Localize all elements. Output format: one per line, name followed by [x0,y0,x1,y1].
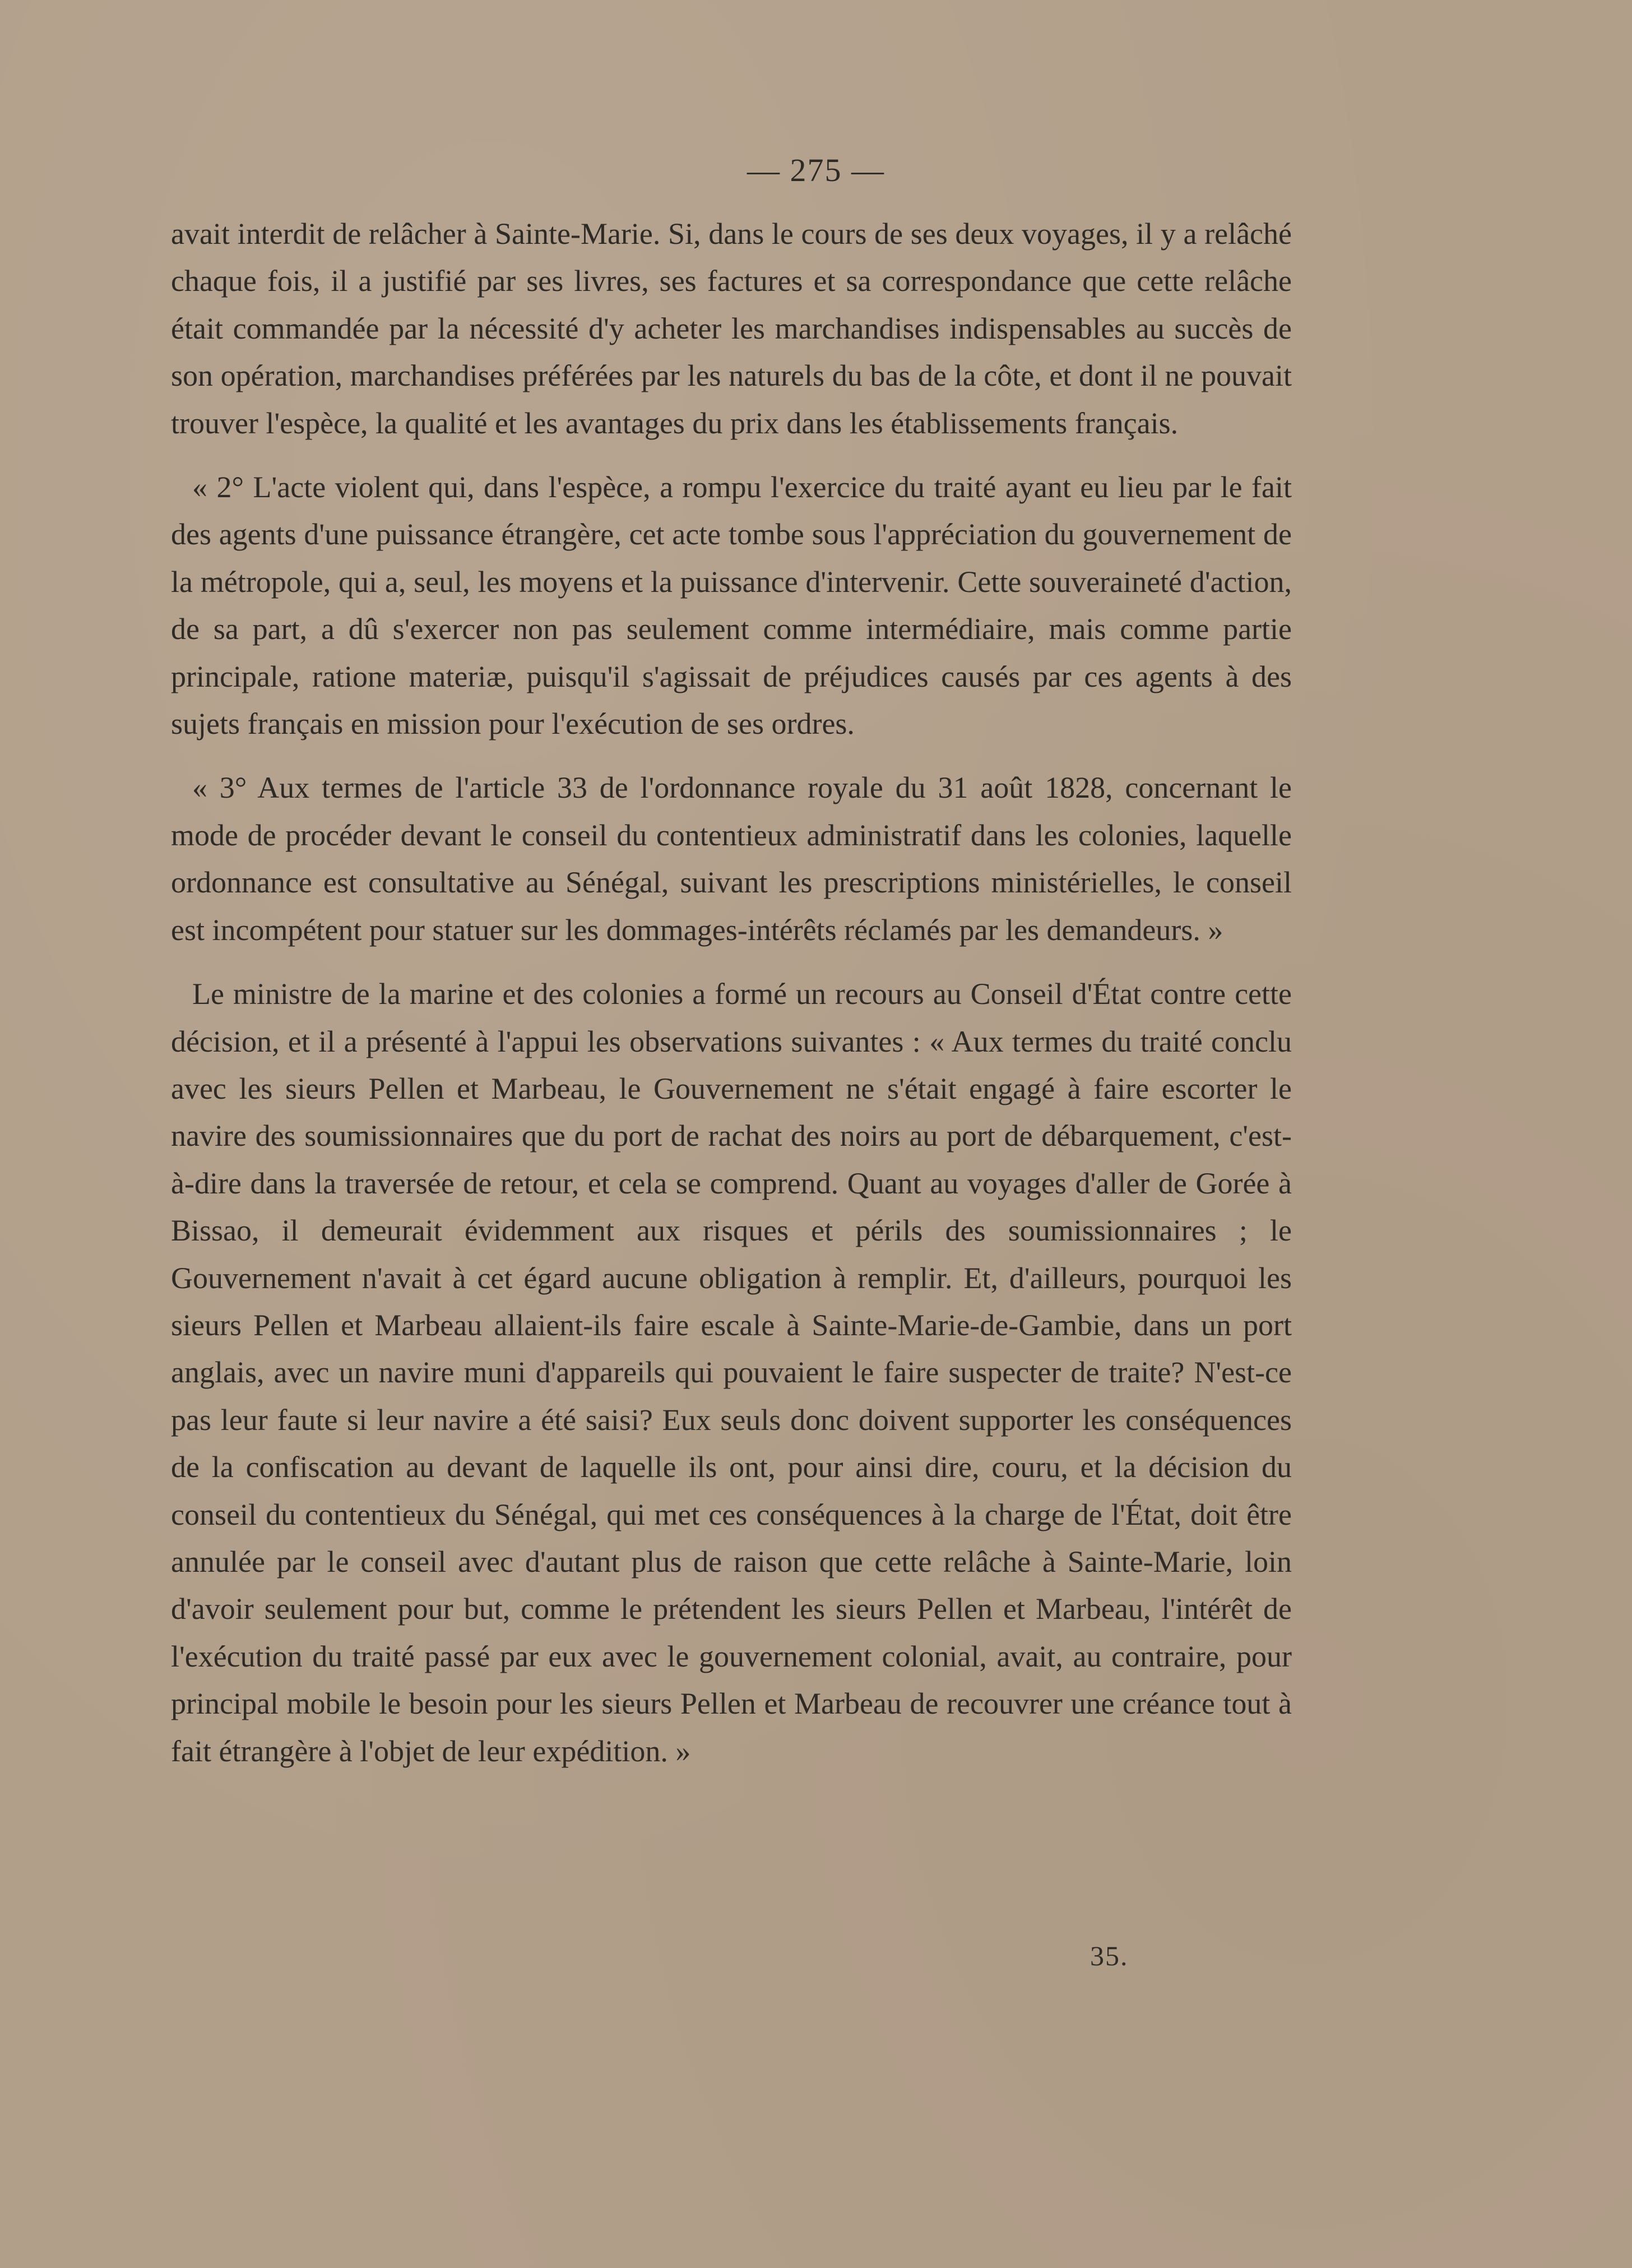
signature-mark: 35. [1090,1940,1129,1971]
paragraph-3: « 3° Aux termes de l'article 33 de l'ordonnance royale du 31 août 1828, concernant le mode de procéder devant le conseil du contentieux administratif dans les colonies, laquelle ordonnance est consultative au Sénégal, suivant les prescriptions ministérielles, le conseil est incompétent pour statuer sur les dommages-intérêts réclamés par les demandeurs. » [171,771,1292,947]
body-text [171,210,1292,1775]
paragraph-2: « 2° L'acte violent qui, dans l'espèce, a rompu l'exercice du traité ayant eu lieu par le fait des agents d'une puissance étrangère, cet acte tombe sous l'appréciation du gouvernement de la métropole, qui a, seul, les moyens et la puissance d'intervenir. Cette souveraineté d'action, de sa part, a dû s'exercer non pas seulement comme intermédiaire, mais comme partie principale, ratione materiæ, puisqu'il s'agissait de préjudices causés par ces agents à des sujets français en mission pour l'exécution de ses ordres. [171,470,1292,741]
page-number: — 275 — [747,152,885,188]
paragraph-1: avait interdit de relâcher à Sainte-Marie. Si, dans le cours de ses deux voyages, il y a relâché chaque fois, il a justifié par ses livres, ses factures et sa correspondance que cette relâche était commandée par la nécessité d'y acheter les marchandises indispensables au succès de son opération, marchandises préférées par les naturels du bas de la côte, et dont il ne pouvait trouver l'espèce, la qualité et les avantages du prix dans les établissements français. [171,217,1292,440]
paragraph-4: Le ministre de la marine et des colonies a formé un recours au Conseil d'État contre cette décision, et il a présenté à l'appui les observations suivantes : « Aux termes du traité conclu avec les sieurs Pellen et Marbeau, le Gouvernement ne s'était engagé à faire escorter le navire des soumissionnaires que du port de rachat des noirs au port de débarquement, c'est-à-dire dans la traversée de retour, et cela se comprend. Quant au voyages d'aller de Gorée à Bissao, il demeurait évidemment aux risques et périls des soumissionnaires ; le Gouvernement n'avait à cet égard aucune obligation à remplir. Et, d'ailleurs, pourquoi les sieurs Pellen et Marbeau allaient-ils faire escale à Sainte-Marie-de-Gambie, dans un port anglais, avec un navire muni d'appareils qui pouvaient le faire suspecter de traite? N'est-ce pas leur faute si leur navire a été saisi? Eux seuls donc doivent supporter les conséquences de la confiscation au devant de laquelle ils ont, pour ainsi dire, couru, et la décision du conseil du contentieux du Sénégal, qui met ces conséquences à la charge de l'État, doit être annulée par le conseil avec d'autant plus de raison que cette relâche à Sainte-Marie, loin d'avoir seulement pour but, comme le prétendent les sieurs Pellen et Marbeau, l'intérêt de l'exécution du traité passé par eux avec le gouvernement colonial, avait, au contraire, pour principal mobile le besoin pour les sieurs Pellen et Marbeau de recouvrer une créance tout à fait étrangère à l'objet de leur expédition. » [171,977,1292,1768]
